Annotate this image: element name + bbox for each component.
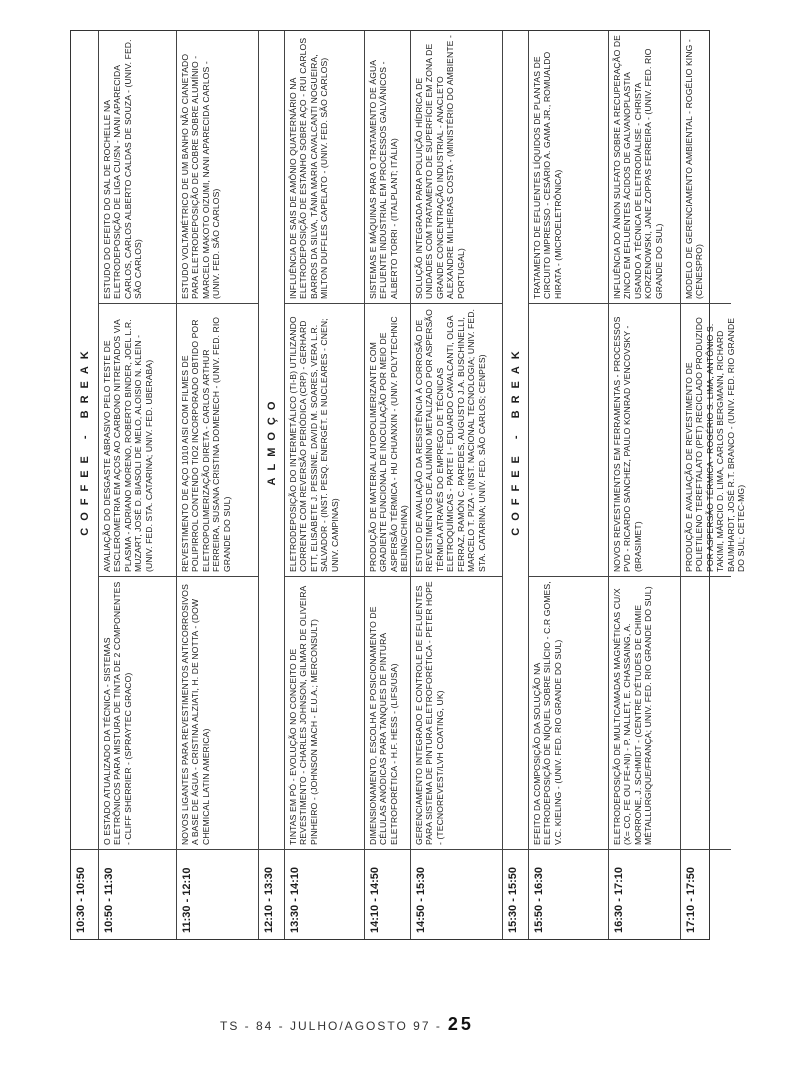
time-slot: 11:30 - 12:10: [177, 849, 258, 939]
time-slot: 14:50 - 15:30: [411, 849, 502, 939]
session-c-talk: ESTUDO DO EFEITO DO SAL DE ROCHELLE NA ELETRODEPOSIÇÃO DE LIGA CU/SN - NANI APARECIDA CARLOS, CARLOS ALBERTO CALDAS DE SOUZA - (UNIV. FED. SÃO CARLOS): [102, 39, 144, 299]
session-a-talk: NOVOS LIGANTES PARA REVESTIMENTOS ANTICORROSIVOS A BASE DE ÁGUA - CRISTINA ALZIATI, H. DE NOTTA - (DOW CHEMICAL LATIN AMERICA): [177, 576, 258, 849]
session-c-talk: INFLUÊNCIA DE SAIS DE AMÔNIO QUATERNÁRIO NA ELETRODEPOSIÇÃO DE ESTANHO SOBRE AÇO - RUI CARLOS BARROS DA SILVA, TÂNIA MARIA CAVALCANTI NOGUEIRA, MILTON DUFFLES CAPELATO - (UNIV. FED. SÃO CARLOS): [288, 37, 330, 299]
time-slot: 12:10 - 13:30: [259, 849, 284, 939]
session-c-talk: SISTEMAS E MÁQUINAS PARA O TRATAMENTO DE ÁGUA EFLUENTE INDUSTRIAL EM PROCESSOS GALVÂNICOS - ALBERTO TORRI - (ITALPLANT; ITÁLIA): [368, 60, 399, 299]
break-label: COFFEE - BREAK: [509, 344, 522, 536]
time-slot: 10:30 - 10:50: [71, 849, 98, 939]
schedule-row: [609, 31, 681, 939]
session-a-talk: ELETRODEPOSIÇÃO DE MULTICAMADAS MAGNÉTICAS CU/X (X= CO, FE OU FE+NI) - P. NALLET, E. CHASSAING, A. MORRONE, J. SCHMIDT - (CENTRE D'ÉTUDES DE CHIMIE MÉTALLURGIQUE/FRANÇA; UNIV. FED. RIO GRANDE DO SUL): [609, 576, 680, 849]
schedule-break-row: [71, 31, 99, 939]
schedule-row: [177, 31, 259, 939]
session-b-talk: REVESTIMENTO DE AÇO 1010 AISI COM FILMES DE POLIPIRROL CONTENDO TIO2 INCORPORADO OBTIDO POR ELETROPOLIMERIZAÇÃO DIRETA - CARLOS ARTHUR FERREIRA, SUSANA CRISTINA DOMENECH - (UNIV. FED. RIO GRANDE DO SUL): [177, 303, 258, 576]
session-a-talk: EFEITO DA COMPOSIÇÃO DA SOLUÇÃO NA ELETRODEPOSIÇÃO DE NÍQUEL SOBRE SILÍCIO - C.R GOMES, V.C. KIELING - (UNIV. FED. RIO GRANDE DO SUL): [529, 576, 608, 849]
session-b-talk: ESTUDO DE AVALIAÇÃO DA RESISTÊNCIA À CORROSÃO DE REVESTIMENTOS DE ALUMÍNIO METALIZADO POR ASPERSÃO TÉRMICA ATRAVÉS DO EMPREGO DE TÉCNICAS ELETROQUÍMICAS - PARTE I - EDUARDO CAVALCANTI, OLGA FERRAZ, RAMÓN C. PAREDES, AUGUSTO J.A. BUSCHINELLI, MARCELO T. PIZA - (INST. NACIONAL TECNOLOGIA; UNIV. FED. STA. CATARINA; UNIV. FED. SÃO CARLOS; CENPES): [411, 303, 502, 576]
page-number: 25: [447, 1014, 474, 1034]
schedule-row: [681, 31, 747, 939]
time-slot: 15:50 - 16:30: [529, 849, 608, 939]
schedule-break-row: [503, 31, 529, 939]
session-a-talk: [681, 576, 731, 849]
session-c-talk: TRATAMENTO DE EFLUENTES LÍQUIDOS DE PLANTAS DE CIRCUITO IMPRESSO - CESÁRIO A. GAMA JR., ROMUALDO HIRATA - (MICROELETRÔNICA): [532, 51, 563, 299]
time-slot: 17:10 - 17:50: [681, 849, 731, 939]
session-a-talk: TINTAS EM PÓ - EVOLUÇÃO NO CONCEITO DE REVESTIMENTO - CHARLES JOHNSON, GILMAR DE OLIVEIRA PINHEIRO - (JOHNSON MACH - E.U.A.; MERCONSULT): [285, 576, 364, 849]
schedule-row: [285, 31, 365, 939]
break-label: COFFEE - BREAK: [78, 344, 91, 536]
page-footer: [220, 1014, 474, 1035]
session-b-talk: PRODUÇÃO DE MATERIAL AUTOPOLIMERIZANTE COM GRADIENTE FUNCIONAL DE INOCULAÇÃO POR MEIO DE ASPERSÃO TÉRMICA - HU CHUANXIN - (UNIV. POLYTECHNIC BEIJING/CHINA): [365, 303, 410, 576]
schedule-row: [99, 31, 177, 939]
session-c-talk: SOLUÇÃO INTEGRADA PARA POLUIÇÃO HÍDRICA DE UNIDADES COM TRATAMENTO DE SUPERFÍCIE EM ZONA DE GRANDE CONCENTRAÇÃO INDUSTRIAL - ANACLETO ALEXANDRE MILHEIRAS COSTA - (MINISTÉRIO DO AMBIENTE - PORTUGAL): [414, 35, 466, 299]
time-slot: 15:30 - 15:50: [503, 849, 528, 939]
session-a-talk: DIMENSIONAMENTO, ESCOLHA E POSICIONAMENTO DE CÉLULAS ANÓDICAS PARA TANQUES DE PINTURA ELETROFORÉTICA - H.F. HESS - (LIFS/USA): [365, 576, 410, 849]
session-b-talk: AVALIAÇÃO DO DESGASTE ABRASIVO PELO TESTE DE ESCLEROMETRIA EM AÇOS AO CARBONO NITRETADOS VIA PLASMA - ADRIANO MORENO, ROBERTO BINDER, JOEL L.R. MUZART, JOSÉ D. BIASOLI DE MELO, ALOISIO N. KLEIN - (UNIV. FED. STA. CATARINA; UNIV. FED. UBERABA): [99, 303, 176, 576]
schedule-row: [365, 31, 411, 939]
schedule-table: [70, 30, 747, 940]
rotated-table-region: [70, 30, 747, 940]
time-slot: 16:30 - 17:10: [609, 849, 680, 939]
time-slot: 14:10 - 14:50: [365, 849, 410, 939]
session-b-talk: PRODUÇÃO E AVALIAÇÃO DE REVESTIMENTO DE POLIETILENO TEREFTALATO (PET) RECICLADO PRODUZIDO POR ASPERSÃO TÉRMICA - ROGÉRIO S. LIMA, ANTÔNIO S. TAKIMI, MÁRCIO D. LIMA, CARLOS BERGMANN, RICHARD BAUMHARDT, JOSÉ R.T. BRANCO - (UNIV. FED. RIO GRANDE DO SUL; CETEC-MG): [681, 303, 731, 576]
schedule-row: [411, 31, 503, 939]
break-label: ALMOÇO: [265, 394, 278, 486]
session-c-talk: MODELO DE GERENCIAMENTO AMBIENTAL - ROGÉLIO KING - (CENESPRO): [684, 39, 705, 299]
session-c-talk: ESTUDO VOLTAMÉTRICO DE UM BANHO NÃO CIANETADO PARA ELETRODEPOSIÇÃO DE COBRE SOBRE ALUMÍNIO - MARCELO MAKOTO OIZUMI, NANI APARECIDA CARLOS - (UNIV. FED. SÃO CARLOS): [180, 53, 222, 299]
session-a-talk: O ESTADO ATUALIZADO DA TÉCNICA - SISTEMAS ELETRÔNICOS PARA MISTURA DE TINTA DE 2 COMPONENTES - CLIFF SHERRIER - (SPRAYTEC GRACO): [99, 576, 176, 849]
time-slot: 13:30 - 14:10: [285, 849, 364, 939]
footer-magazine: TS - 84 - JULHO/AGOSTO 97 -: [220, 1019, 442, 1033]
session-a-talk: GERENCIAMENTO INTEGRADO E CONTROLE DE EFLUENTES PARA SISTEMA DE PINTURA ELETROFORÉTICA - PETER HOPE - (TECNOREVEST/LVH COATING, UK): [411, 576, 502, 849]
time-slot: 10:50 - 11:30: [99, 849, 176, 939]
session-b-talk: NOVOS REVESTIMENTOS EM FERRAMENTAS - PROCESSOS PVD - RICARDO SANCHEZ, PAULO KONRAD VENCOVSKY - (BRASIMET): [609, 303, 680, 576]
session-b-talk: [529, 303, 608, 576]
session-c-talk: INFLUÊNCIA DO ÂNION SULFATO SOBRE A RECUPERAÇÃO DE ZINCO EM EFLUENTES ÁCIDOS DE GALVANOPLASTIA USANDO A TÉCNICA DE ELETRODIÁLISE - CHRISTA KORZENOWSKI, JANE ZOPPAS FERREIRA - (UNIV. FED. RIO GRANDE DO SUL): [612, 35, 664, 299]
schedule-break-row: [259, 31, 285, 939]
schedule-row: [529, 31, 609, 939]
session-b-talk: ELETRODEPOSIÇÃO DO INTERMETÁLICO (TI-B) UTILIZANDO CORRENTE COM REVERSÃO PERIÓDICA (CRP) - GERHARD ETT, ELISABETE J. PESSINE, DAVID M. SOARES, VERA L.R. SALVADOR - (INST. PESQ. ENERGÉT. E NUCLEARES - CNEN; UNIV. CAMPINAS): [285, 303, 364, 576]
